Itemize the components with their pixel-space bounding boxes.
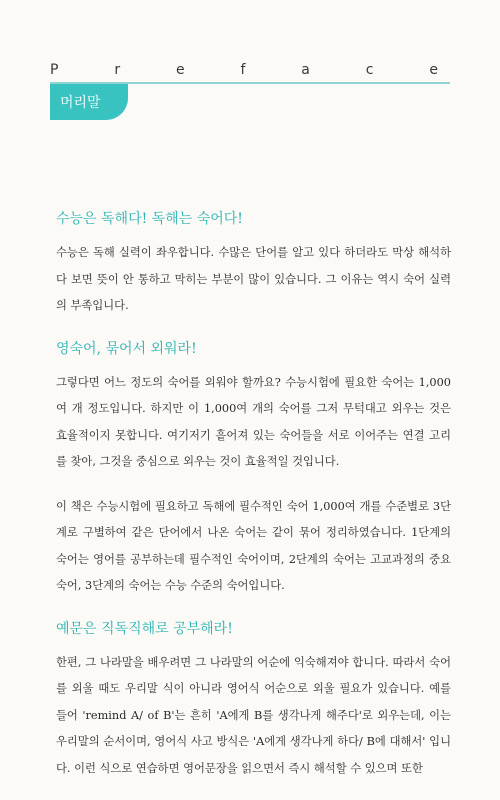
paragraph: 한편, 그 나라말을 배우려면 그 나라말의 어순에 익숙해져야 합니다. 따라서 숙어를 외울 때도 우리말 식이 아니라 영어식 어순으로 외울 필요가 있습니다. 예를 들어 'remind A/ of B'는 흔히 'A에게 B를 생각나게 해주다'로 외우는데, 이는 우리말의 순서이며, 영어식 사고 방식은 'A에게 생각나게 하다/ B에 대해서' 입니다. 이런 식으로 연습하면 영어문장을 읽으면서 즉시 해석할 수 있으며 또한 bbox=[56, 655, 451, 775]
section-title: 영숙어, 묶어서 외워라! bbox=[56, 340, 197, 357]
section-title: 수능은 독해다! 독해는 숙어다! bbox=[56, 211, 243, 227]
preface-letter: e bbox=[429, 62, 438, 78]
paragraph: 그렇다면 어느 정도의 숙어를 외워야 할까요? 수능시험에 필요한 숙어는 1,000여 개 정도입니다. 하지만 이 1,000여 개의 숙어를 그저 무턱대고 외우는 것은 효율적이지 못합니다. 여기저기 흩어져 있는 숙어들을 서로 이어주는 연결 고리를 찾아, 그것을 중심으로 외우는 것이 효율적일 것입니다. bbox=[56, 375, 451, 468]
preface-letter: c bbox=[365, 62, 374, 78]
preface-letter: a bbox=[301, 62, 310, 78]
preface-content bbox=[56, 208, 451, 800]
section-badge bbox=[50, 84, 128, 120]
paragraph: 수능은 독해 실력이 좌우합니다. 수많은 단어를 알고 있다 하더라도 막상 해석하다 보면 뜻이 안 통하고 막히는 부분이 많이 있습니다. 그 이유는 역시 숙어 실력의 부족입니다. bbox=[56, 246, 451, 312]
section-2 bbox=[56, 338, 451, 600]
preface-title bbox=[50, 62, 450, 78]
section-title: 예문은 직독직해로 공부해라! bbox=[56, 620, 233, 637]
section-1 bbox=[56, 208, 451, 320]
paragraph: 이 책은 수능시험에 필요하고 독해에 필수적인 숙어 1,000여 개를 수준별로 3단계로 구별하여 같은 단어에서 나온 숙어는 같이 묶어 정리하였습니다. 1단계의 숙어는 영어를 공부하는데 필수적인 숙어이며, 2단계의 숙어는 고교과정의 중요 숙어, 3단계의 숙어는 수능 수준의 숙어입니다. bbox=[56, 499, 451, 592]
preface-letter: r bbox=[114, 62, 121, 78]
badge-label: 머리말 bbox=[60, 95, 101, 111]
preface-letter: f bbox=[240, 62, 246, 78]
preface-letter: P bbox=[50, 62, 59, 78]
preface-letter: e bbox=[175, 62, 185, 78]
section-3 bbox=[56, 618, 451, 783]
preface-title-row bbox=[50, 58, 450, 84]
preface-header bbox=[50, 58, 450, 111]
